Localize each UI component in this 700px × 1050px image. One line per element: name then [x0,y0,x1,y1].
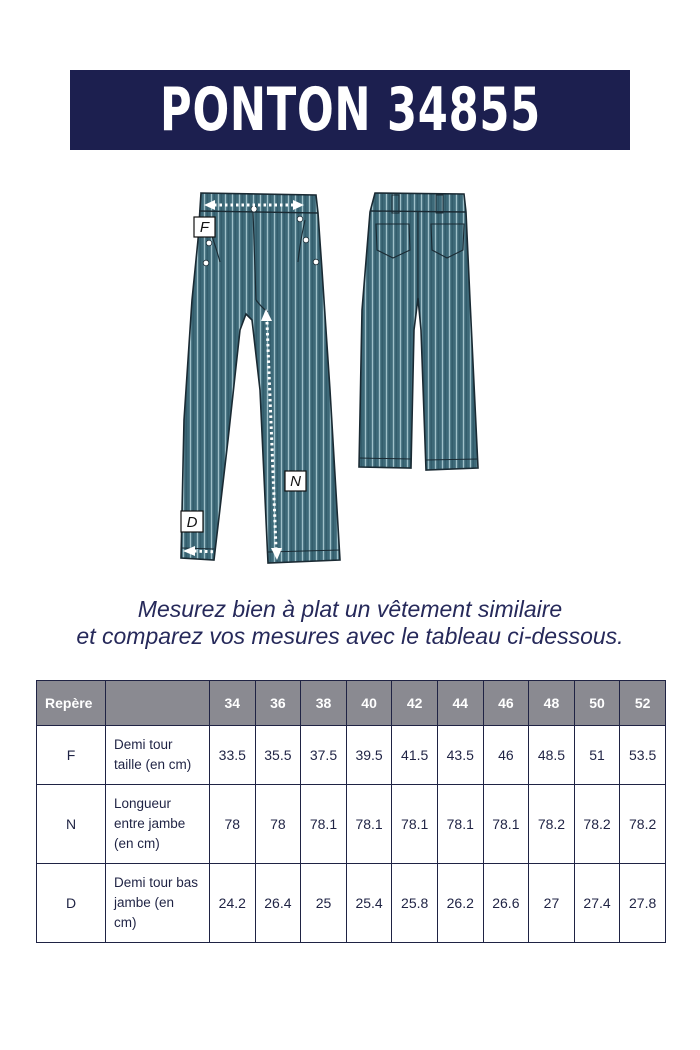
table-cell: 78 [255,785,301,864]
table-cell: 48.5 [529,726,575,785]
header-description [106,681,210,726]
table-cell: 78.1 [346,785,392,864]
desc-line: Demi tour bas [114,875,199,890]
header-size: 34 [210,681,256,726]
table-cell: 25 [301,864,347,943]
table-cell: 33.5 [210,726,256,785]
product-title: PONTON 34855 [159,75,541,145]
header-repere: Repère [37,681,106,726]
table-cell: 78.1 [483,785,529,864]
table-cell: 27.4 [574,864,620,943]
table-cell: 46 [483,726,529,785]
table-cell: 27.8 [620,864,666,943]
table-cell: 43.5 [437,726,483,785]
row-mark: D [37,864,106,943]
table-row [37,726,666,785]
table-cell: 26.6 [483,864,529,943]
row-description [106,864,210,943]
desc-line: entre jambe [114,816,186,831]
table-cell: 27 [529,864,575,943]
desc-line: (en cm) [114,836,160,851]
marker-f [194,217,215,237]
table-cell: 35.5 [255,726,301,785]
table-header-row [37,681,666,726]
header-size: 44 [437,681,483,726]
header-size: 36 [255,681,301,726]
desc-line: Longueur [114,796,172,811]
marker-d [181,511,203,532]
trousers-front-view [181,193,340,563]
table-cell: 24.2 [210,864,256,943]
table-cell: 25.4 [346,864,392,943]
row-mark: F [37,726,106,785]
table-row [37,864,666,943]
header-size: 50 [574,681,620,726]
desc-line: Demi tour [114,737,173,752]
table-cell: 78.1 [437,785,483,864]
table-cell: 78.2 [574,785,620,864]
table-cell: 78 [210,785,256,864]
table-cell: 51 [574,726,620,785]
hem-arrow [194,551,244,553]
row-description [106,785,210,864]
header-size: 48 [529,681,575,726]
table-cell: 78.2 [620,785,666,864]
table-cell: 26.4 [255,864,301,943]
measurement-instructions [0,596,700,650]
row-description [106,726,210,785]
size-chart-table [36,680,666,943]
marker-f-label: F [199,219,210,236]
trousers-illustration [170,185,500,570]
header-size: 42 [392,681,438,726]
marker-d-label: D [186,514,198,531]
desc-line: cm) [114,915,137,930]
header-size: 52 [620,681,666,726]
title-banner [70,70,630,150]
header-size: 40 [346,681,392,726]
instructions-line-2: et comparez vos mesures avec le tableau ci-dessous. [76,623,624,649]
table-cell: 78.1 [301,785,347,864]
header-size: 38 [301,681,347,726]
instructions-line-1: Mesurez bien à plat un vêtement similaire [137,596,563,622]
table-cell: 53.5 [620,726,666,785]
desc-line: taille (en cm) [114,757,192,772]
desc-line: jambe (en [114,895,175,910]
header-size: 46 [483,681,529,726]
row-mark: N [37,785,106,864]
table-cell: 39.5 [346,726,392,785]
table-cell: 26.2 [437,864,483,943]
table-cell: 78.1 [392,785,438,864]
table-cell: 78.2 [529,785,575,864]
trousers-back-view [359,193,478,470]
marker-n [285,471,306,491]
marker-n-label: N [290,473,301,490]
table-cell: 37.5 [301,726,347,785]
table-cell: 41.5 [392,726,438,785]
table-row [37,785,666,864]
table-cell: 25.8 [392,864,438,943]
